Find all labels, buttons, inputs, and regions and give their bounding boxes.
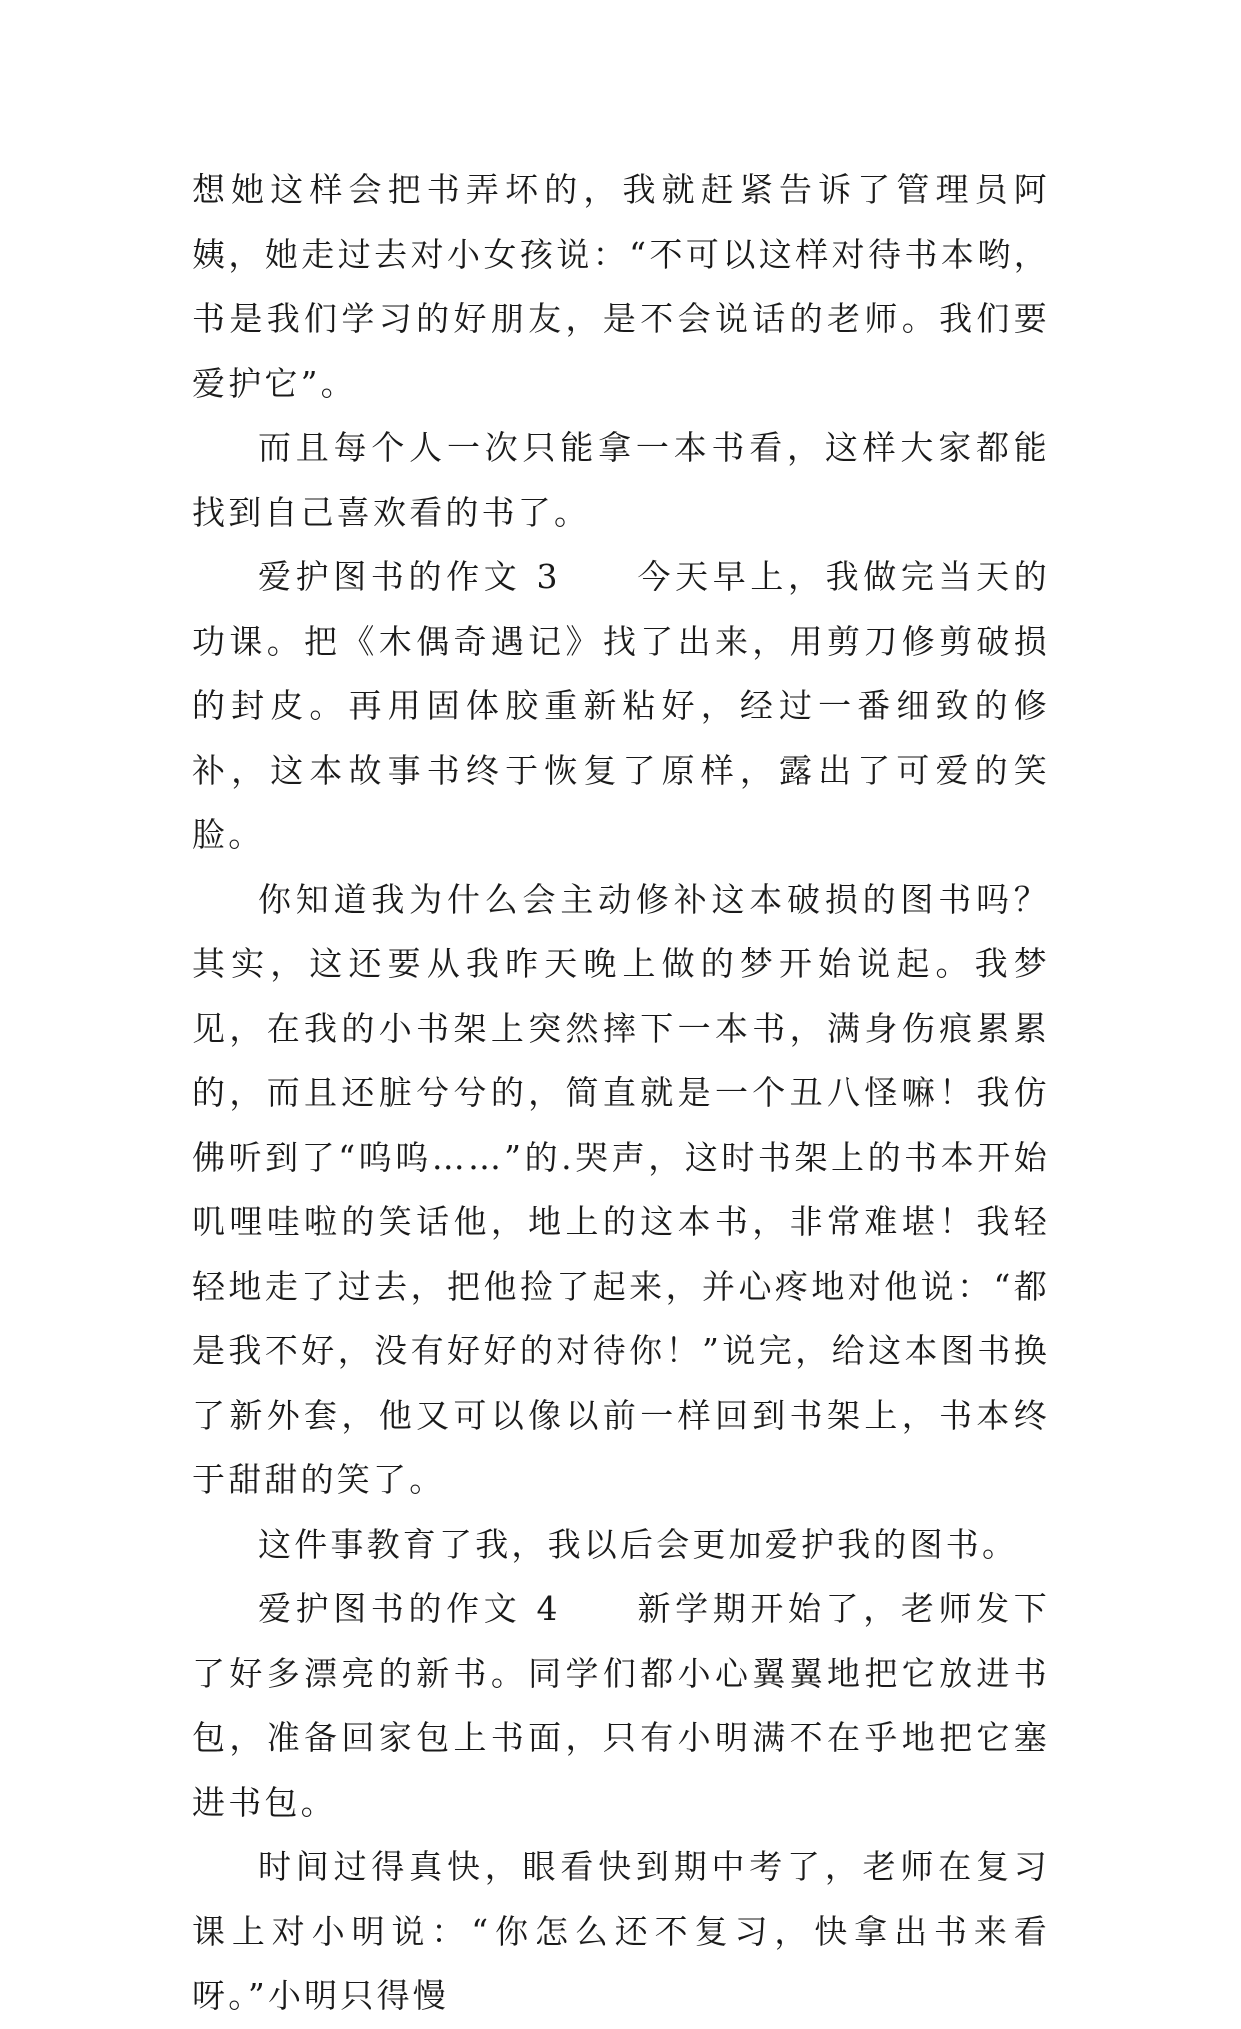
paragraph-5: 这件事教育了我，我以后会更加爱护我的图书。 — [258, 1524, 1019, 1564]
paragraph-7: 时间过得真快，眼看快到期中考了，老师在复习课上对小明说：“你怎么还不复习，快拿出书来看呀。”小明只得慢 — [192, 1847, 1050, 2015]
paragraph-2: 而且每个人一次只能拿一本书看，这样大家都能找到自己喜欢看的书了。 — [192, 428, 1050, 532]
paragraph-6-essay-4: 爱护图书的作文 4 新学期开始了，老师发下了好多漂亮的新书。同学们都小心翼翼地把它放进书包，准备回家包上书面，只有小明满不在乎地把它塞进书包。 — [192, 1589, 1050, 1822]
paragraph-4: 你知道我为什么会主动修补这本破损的图书吗？其实，这还要从我昨天晚上做的梦开始说起。我梦见，在我的小书架上突然摔下一本书，满身伤痕累累的，而且还脏兮兮的，简直就是一个丑八怪嘛！我仿佛听到了“呜呜……”的.哭声，这时书架上的书本开始叽哩哇啦的笑话他，地上的这本书，非常难堪！我轻轻地走了过去，把他捡了起来，并心疼地对他说：“都是我不好，没有好好的对待你！”说完，给这本图书换了新外套，他又可以像以前一样回到书架上，书本终于甜甜的笑了。 — [192, 879, 1050, 1499]
document-body — [192, 158, 1050, 2029]
paragraph-1: 想她这样会把书弄坏的，我就赶紧告诉了管理员阿姨，她走过去对小女孩说：“不可以这样对待书本哟，书是我们学习的好朋友，是不会说话的老师。我们要爱护它”。 — [192, 170, 1050, 403]
paragraph-3-essay-3: 爱护图书的作文 3 今天早上，我做完当天的功课。把《木偶奇遇记》找了出来，用剪刀修剪破损的封皮。再用固体胶重新粘好，经过一番细致的修补，这本故事书终于恢复了原样，露出了可爱的笑脸。 — [192, 557, 1050, 854]
